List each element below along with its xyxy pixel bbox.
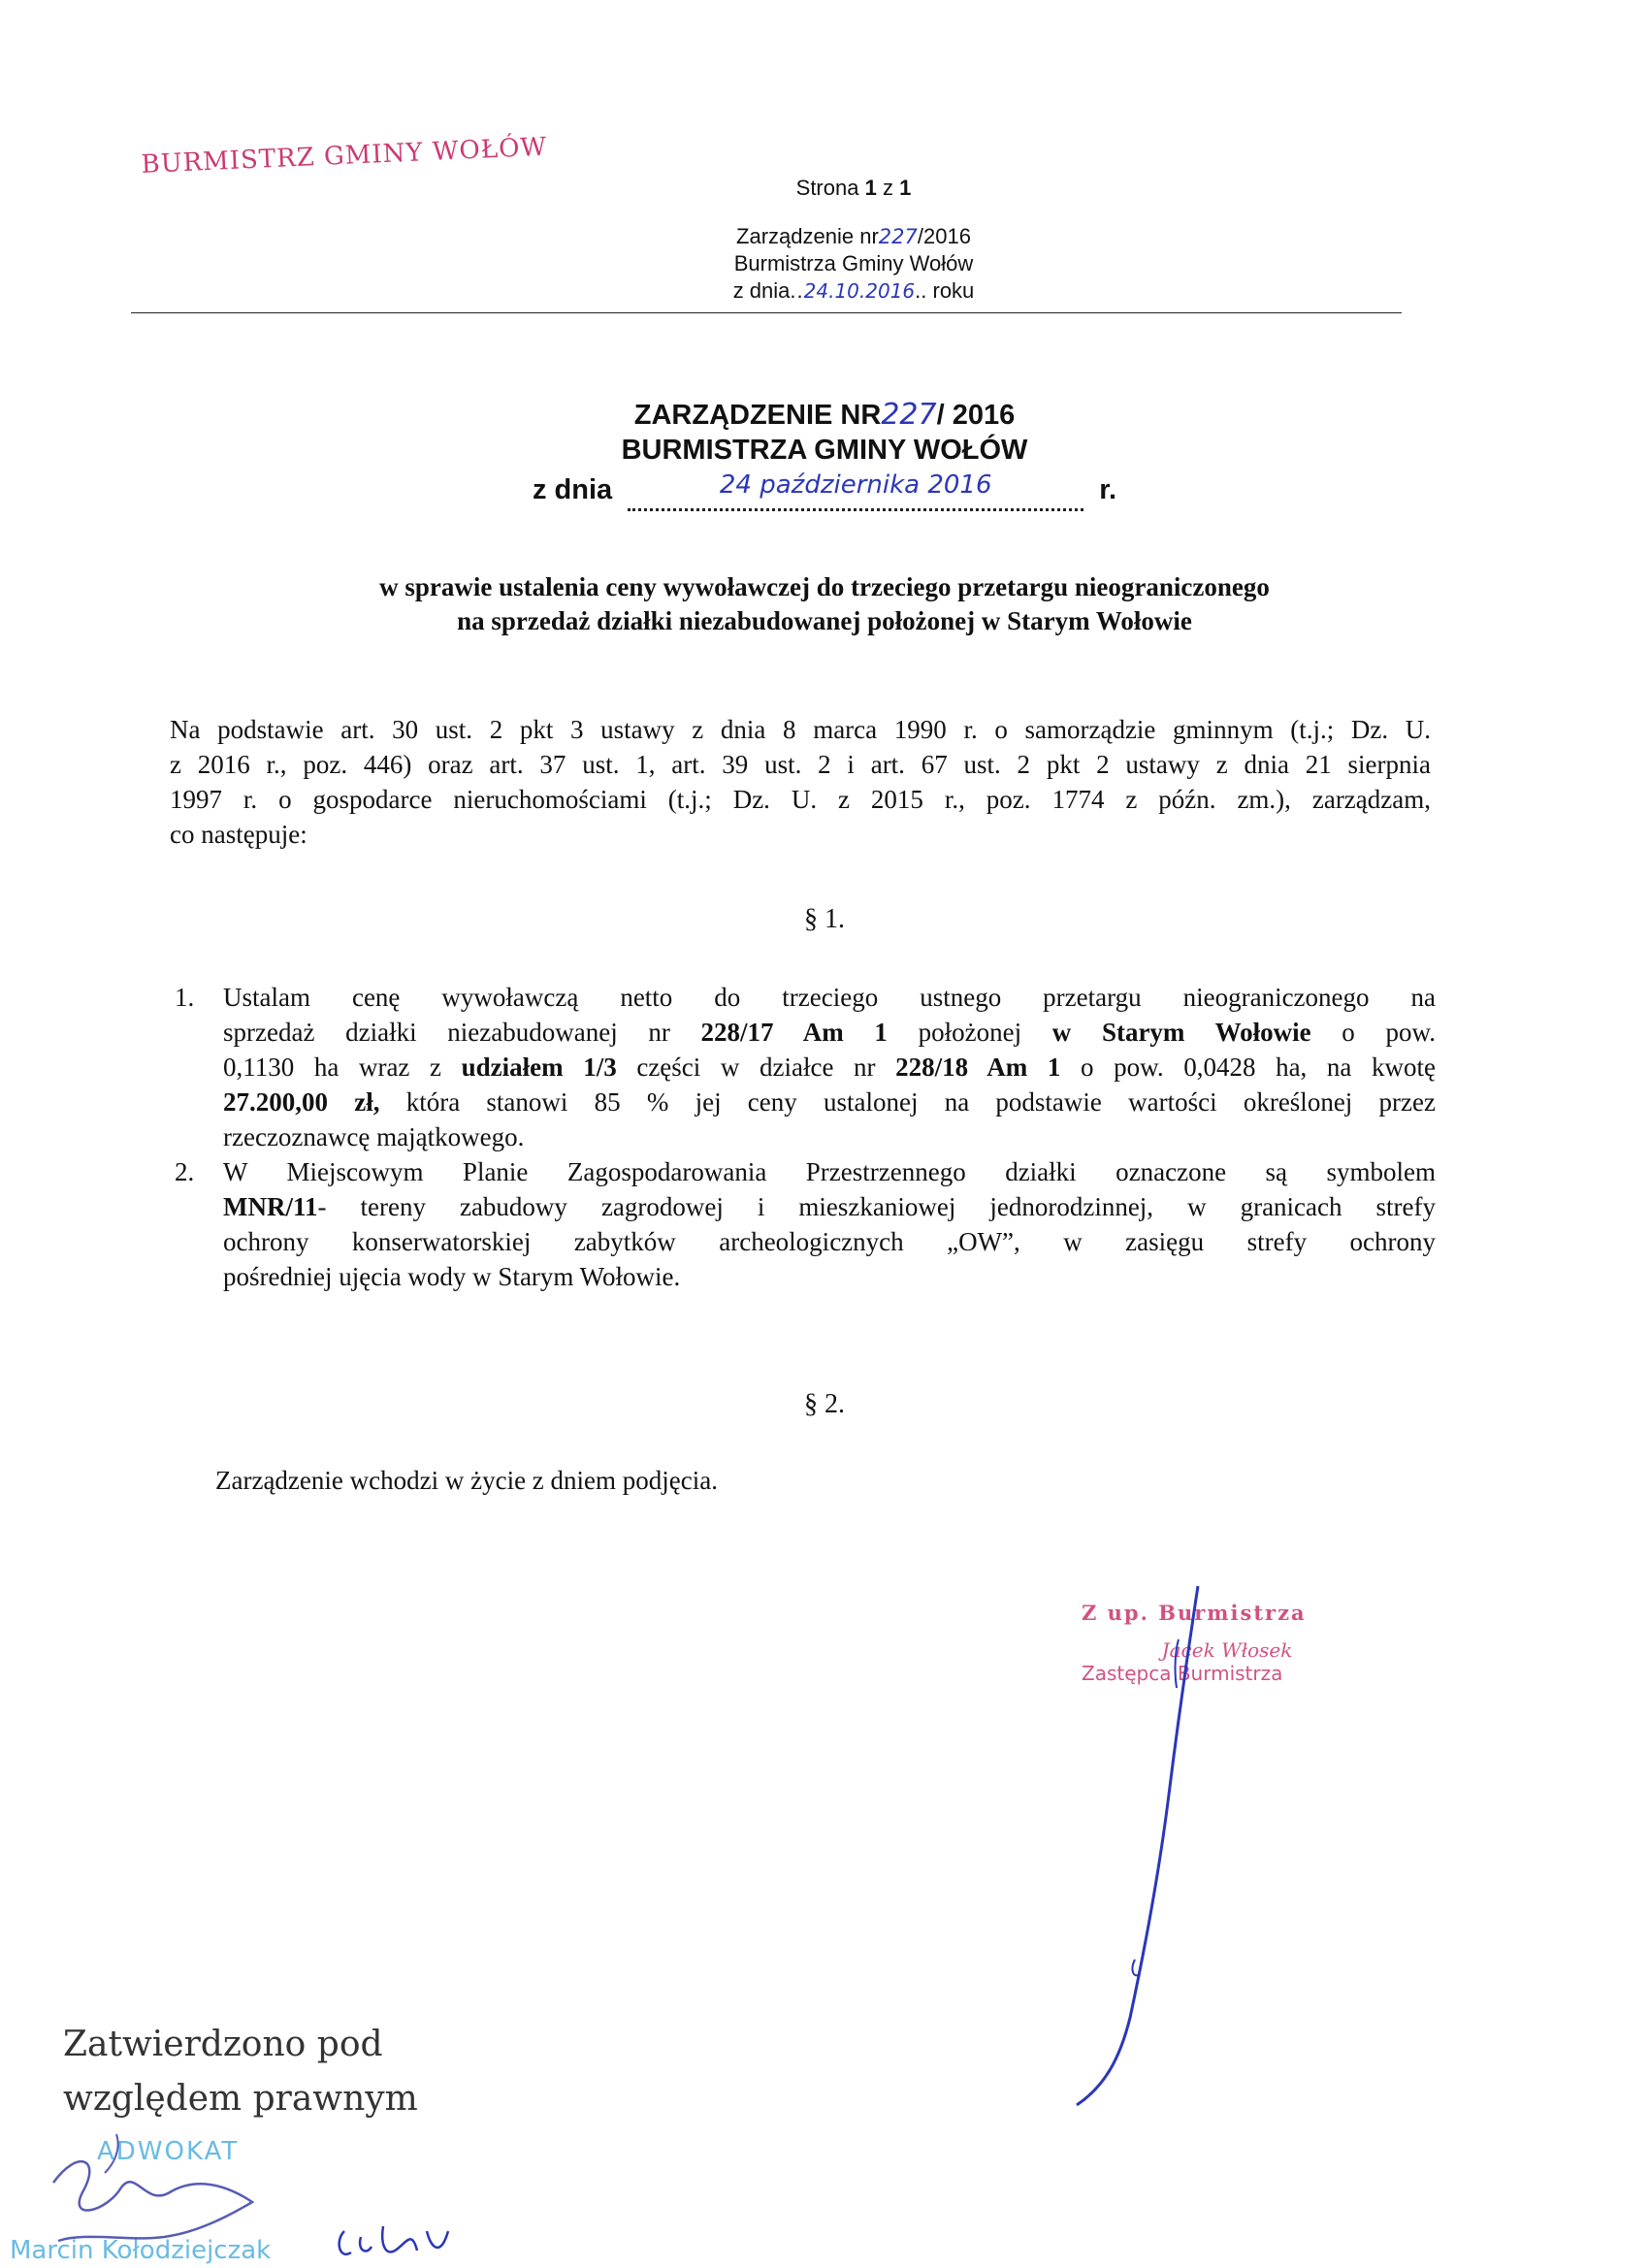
handwritten-date: 24.10.2016 [803,279,916,303]
document-date: z dnia 24 października 2016 r. [388,473,1261,511]
preamble-line: z 2016 r., poz. 446) oraz art. 37 ust. 1, art. 39 ust. 2 i art. 67 ust. 2 pkt 2 ustawy z dnia 21 sierpnia [170,750,1431,779]
page-of: z [882,176,893,200]
section-1-heading: § 1. [804,904,845,934]
document-authority: BURMISTRZA GMINY WOŁÓW [621,435,1028,466]
approval-stamp: Zatwierdzono pod względem prawnym [63,2025,418,2119]
preamble [170,712,1431,852]
section-1-list [175,980,1436,1294]
page-total: 1 [899,176,912,200]
adwokat-name: Marcin Kołodziejczak [10,2236,272,2265]
adwokat-signature [53,2161,252,2241]
page-label: Strona [795,176,859,200]
handwritten-title-date: 24 października 2016 [719,470,992,500]
adwokat-label: ADWOKAT [97,2137,240,2166]
top-stamp: BURMISTRZ GMINY WOŁÓW [141,132,548,179]
signature-stroke [1133,1960,1140,1975]
signature-stamp: Z up. Burmistrza Jacek Włosek Zastępca Burmistrza [1082,1601,1307,1685]
list-item-number: 2. [175,1157,195,1186]
handwritten-number: 227 [878,225,918,248]
header-divider [131,312,1402,313]
header-authority: Burmistrza Gminy Wołów [733,251,974,275]
page-indicator [563,175,1145,201]
header-ordinance-number: Zarządzenie nr227/2016 [736,224,971,248]
header-date: z dnia..24.10.2016.. roku [732,278,975,303]
list-item: 1. Ustalam cenę wywoławczą netto do trzeciego ustnego przetargu nieograniczonego na sprzedaż działki niezabudowanej nr 228/17 Am 1 położonej w Starym Wołowie o pow. 0,1130 ha wraz z udziałem 1/3 części w działce nr 228/18 Am 1 o pow. 0,0428 ha, na kwotę 27.200,00 zł, która stanowi 85 % jej ceny ustalonej na podstawie wartości określonej przez rzeczoznawcę majątkowego. [175,980,1436,1154]
handwritten-title-number: 227 [881,398,937,432]
initials-mark [340,2226,448,2254]
section-2-heading: § 2. [804,1389,845,1419]
preamble-line: Na podstawie art. 30 ust. 2 pkt 3 ustawy z dnia 8 marca 1990 r. o samorządzie gminnym (t.j.; Dz. U. [170,715,1431,744]
preamble-line: co następuje: [170,820,307,849]
closing-statement: Zarządzenie wchodzi w życie z dniem podjęcia. [215,1466,718,1495]
list-item-number: 1. [175,983,195,1012]
page-number: 1 [864,176,877,200]
preamble-line: 1997 r. o gospodarce nieruchomościami (t.j.; Dz. U. z 2015 r., poz. 1774 z późn. zm.), zarządzam, [170,785,1431,814]
list-item: 2. W Miejscowym Planie Zagospodarowania Przestrzennego działki oznaczone są symbolem MNR/11- tereny zabudowy zagrodowej i mieszkaniowej jednorodzinnej, w granicach strefy ochrony konserwatorskiej zabytków archeologicznych „OW”, w zasięgu strefy ochrony pośredniej ujęcia wody w Starym Wołowie. [175,1154,1436,1294]
document-subject: w sprawie ustalenia ceny wywoławczej do trzeciego przetargu nieograniczonego na sprzedaż działki niezabudowanej położonej w Starym Wołowie [379,572,1270,635]
document-title: ZARZĄDZENIE NR227/ 2016 [633,398,1016,432]
